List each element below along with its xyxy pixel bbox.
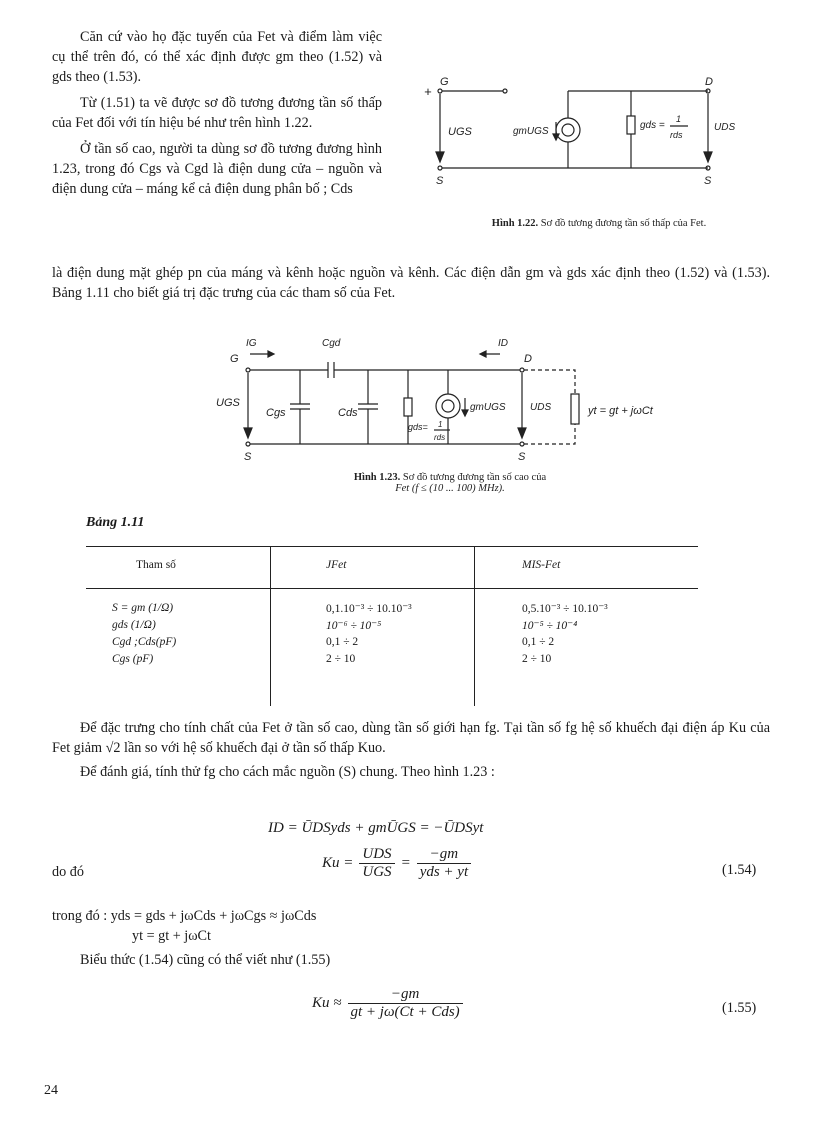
fig123-uds: UDS — [530, 402, 552, 413]
row1-jfet: 0,1.10⁻³ ÷ 10.10⁻³ — [326, 602, 412, 615]
eq154-lhs: Ku = — [322, 855, 354, 871]
equation-id: ID = ŪDSyds + gmŪGS = −ŪDSyt — [268, 820, 484, 836]
fig122-s-right: S — [704, 175, 712, 187]
fig123-caption-line2: Fet (f ≤ (10 ... 100) MHz). — [395, 483, 505, 494]
equation-1-54 — [322, 846, 471, 881]
table-row — [86, 650, 698, 667]
paragraph-4: Để đặc trưng cho tính chất của Fet ở tần số cao, dùng tần số giới hạn fg. Tại tần số fg hệ số khuếch đại điện áp Ku của Fet giảm √2 lần so với hệ số khuếch đại ở tần số thấp Kuo. — [52, 720, 770, 756]
table-row — [86, 633, 698, 650]
fig123-yt: yt = gt + jωCt — [588, 405, 653, 417]
fig122-rds: rds — [670, 130, 683, 140]
fig123-g: G — [230, 353, 239, 365]
paragraph-3-full: là điện dung mặt ghép pn của máng và kênh hoặc nguồn và kênh. Các điện dẫn gm và gds xác định theo (1.52) và (1.53). Bảng 1.11 cho biết giá trị đặc trưng của các tham số của Fet. — [52, 265, 770, 301]
trong-do-line2: yt = gt + jωCt — [132, 928, 211, 944]
fig123-gmugs: gmUGS — [470, 402, 506, 413]
eq155-frac — [348, 986, 463, 1021]
eq154-frac1 — [359, 846, 394, 881]
fig122-label-g: G — [440, 76, 449, 88]
eq154-num2: −gm — [417, 846, 471, 864]
paragraph-6: Biểu thức (1.54) cũng có thể viết như (1.55) — [80, 952, 331, 968]
eq155-num: −gm — [348, 986, 463, 1004]
row2-misfet: 10⁻⁵ ÷ 10⁻⁴ — [522, 619, 578, 632]
fig123-caption-line1: Sơ đồ tương đương tần số cao của — [402, 472, 547, 483]
fig123-s-right: S — [518, 451, 526, 463]
trong-do-line1: trong đó : yds = gds + jωCds + jωCgs ≈ jωCds — [52, 908, 317, 924]
paragraph-2: Từ (1.51) ta vẽ được sơ đồ tương đương tần số thấp của Fet đối với tín hiệu bé như trên hình 1.22. — [52, 95, 382, 131]
table-row — [86, 616, 698, 633]
row4-jfet: 2 ÷ 10 — [326, 652, 356, 665]
body-text — [52, 718, 770, 782]
table-top-rule — [86, 546, 698, 547]
eq154-number: (1.54) — [722, 862, 757, 878]
header-misfet: MIS-Fet — [522, 558, 561, 571]
row3-misfet: 0,1 ÷ 2 — [522, 635, 555, 648]
figure-1-22 — [418, 70, 780, 200]
row4-param: Cgs (pF) — [112, 652, 154, 665]
fig122-plus: + — [424, 84, 432, 99]
fig122-gmugs: gmUGS — [513, 126, 549, 137]
fig122-uds: UDS — [714, 122, 736, 133]
fig123-d: D — [524, 353, 532, 365]
header-jfet: JFet — [326, 558, 347, 571]
eq155-lhs: Ku ≈ — [312, 995, 342, 1011]
equation-1-55 — [312, 986, 463, 1021]
table-row — [86, 599, 698, 616]
fig123-cgd: Cgd — [322, 338, 341, 349]
fig122-ugs: UGS — [448, 126, 472, 138]
eq154-num1: UDS — [359, 846, 394, 864]
fig123-caption-bold: Hình 1.23. — [353, 472, 401, 483]
fig123-cds: Cds — [338, 407, 358, 419]
page-number: 24 — [44, 1083, 58, 1098]
figure-1-23 — [210, 332, 680, 472]
paragraph-3-top: Ở tần số cao, người ta dùng sơ đồ tương đương hình 1.23, trong đó Cgs và Cgd là điện dung cửa – nguồn và điện dung cửa – máng kể cả điện dung phân bố ; Cds — [52, 141, 382, 197]
fig122-gds: gds = — [640, 120, 665, 131]
row2-param: gds (1/Ω) — [112, 618, 156, 631]
paragraph-5: Để đánh giá, tính thử fg cho cách mắc nguồn (S) chung. Theo hình 1.23 : — [80, 764, 495, 780]
fig123-id: ID — [498, 338, 508, 349]
intro-column — [52, 27, 382, 199]
eq155-number: (1.55) — [722, 1000, 757, 1016]
row3-jfet: 0,1 ÷ 2 — [326, 635, 359, 648]
paragraph-1: Căn cứ vào họ đặc tuyến của Fet và điểm làm việc cụ thể trên đó, có thể xác định được gm theo (1.52) và gds theo (1.53). — [52, 29, 382, 85]
header-param: Tham số — [136, 558, 176, 571]
fig122-one: 1 — [676, 114, 682, 124]
row1-param: S = gm (1/Ω) — [112, 601, 174, 614]
do-do-label: do đó — [52, 864, 84, 880]
fig122-caption-bold: Hình 1.22. — [491, 218, 539, 229]
table-header-row — [86, 556, 698, 573]
fig123-one: 1 — [438, 420, 443, 429]
fig122-label-d: D — [705, 76, 713, 88]
fig123-rds: rds — [434, 433, 446, 442]
row1-misfet: 0,5.10⁻³ ÷ 10.10⁻³ — [522, 602, 608, 615]
table-title: Bảng 1.11 — [86, 515, 145, 530]
fig123-gds: gds= — [408, 422, 428, 432]
fig123-ig: IG — [246, 338, 257, 349]
row3-param: Cgd ;Cds(pF) — [112, 635, 177, 648]
eq155-den: gt + jω(Ct + Cds) — [350, 1004, 460, 1020]
eq154-frac2 — [417, 846, 471, 881]
fig123-s-left: S — [244, 451, 252, 463]
eq154-den2: yds + yt — [419, 864, 469, 880]
eq154-eq: = — [400, 855, 411, 871]
fig122-caption — [418, 218, 780, 229]
row2-jfet: 10⁻⁶ ÷ 10⁻⁵ — [326, 619, 382, 632]
fig123-caption — [300, 472, 600, 494]
fig123-cgs: Cgs — [266, 407, 286, 419]
row4-misfet: 2 ÷ 10 — [522, 652, 552, 665]
fig123-ugs: UGS — [216, 397, 240, 409]
fig122-caption-text: Sơ đồ tương đương tần số thấp của Fet. — [540, 218, 707, 229]
eq154-den1: UGS — [362, 864, 392, 880]
fig122-s-left: S — [436, 175, 444, 187]
params-table — [86, 556, 698, 667]
